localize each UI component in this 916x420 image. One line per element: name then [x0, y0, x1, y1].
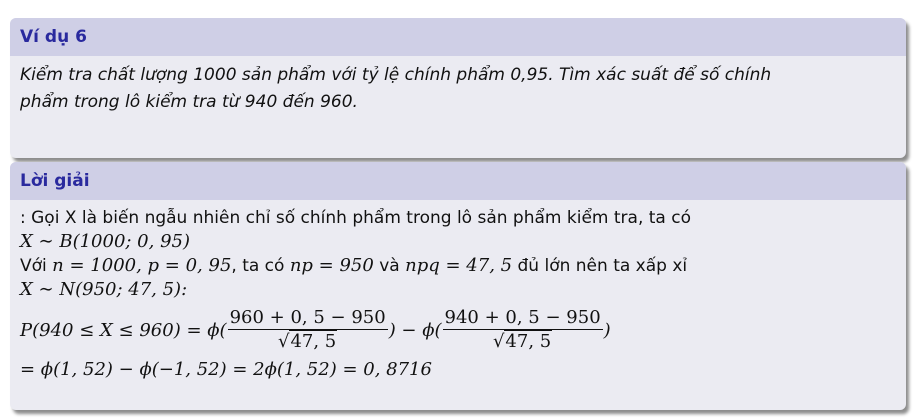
fraction-2	[443, 307, 603, 354]
solution-line-1: : Gọi X là biến ngẫu nhiên chỉ số chính phẩm trong lô sản phẩm kiểm tra, ta có	[20, 208, 691, 228]
text-segment: , ta có	[231, 256, 290, 276]
math-npq: npq = 47, 5	[405, 255, 513, 276]
problem-line-2: phẩm trong lô kiểm tra từ 940 đến 960.	[20, 92, 358, 112]
formula-end: )	[603, 319, 611, 341]
normal-approximation: X ∼ N(950; 47, 5):	[20, 279, 188, 300]
probability-formula	[20, 302, 896, 358]
numerator-1: 960 + 0, 5 − 950	[229, 306, 386, 328]
solution-line-3	[20, 254, 896, 278]
math-np: np = 950	[289, 255, 374, 276]
formula-mid: ) − ϕ(	[388, 319, 442, 341]
example-body	[10, 56, 906, 116]
sqrt-argument-1: 47, 5	[290, 330, 337, 352]
numerator-2: 940 + 0, 5 − 950	[444, 306, 601, 328]
solution-block	[10, 162, 906, 410]
denominator-2	[493, 330, 552, 354]
sqrt-argument-2: 47, 5	[505, 330, 552, 352]
formula-lhs: P(940 ≤ X ≤ 960) = ϕ(	[20, 319, 227, 341]
math-params: n = 1000, p = 0, 95	[52, 255, 232, 276]
solution-body	[10, 200, 906, 382]
final-result: = ϕ(1, 52) − ϕ(−1, 52) = 2ϕ(1, 52) = 0, 8716	[20, 359, 432, 380]
solution-title: Lời giải	[10, 162, 906, 200]
example-title: Ví dụ 6	[10, 18, 906, 56]
text-segment: Với	[20, 256, 53, 276]
problem-line-1: Kiểm tra chất lượng 1000 sản phẩm với tỷ lệ chính phẩm 0,95. Tìm xác suất để số chính	[20, 65, 772, 85]
text-segment: và	[373, 256, 406, 276]
sqrt-icon: √	[492, 330, 505, 352]
denominator-1	[278, 330, 337, 354]
sqrt-icon: √	[277, 330, 290, 352]
example-block	[10, 18, 906, 158]
binomial-formula: X ∼ B(1000; 0, 95)	[20, 231, 191, 252]
text-segment: đủ lớn nên ta xấp xỉ	[512, 256, 688, 276]
fraction-1	[228, 307, 388, 354]
